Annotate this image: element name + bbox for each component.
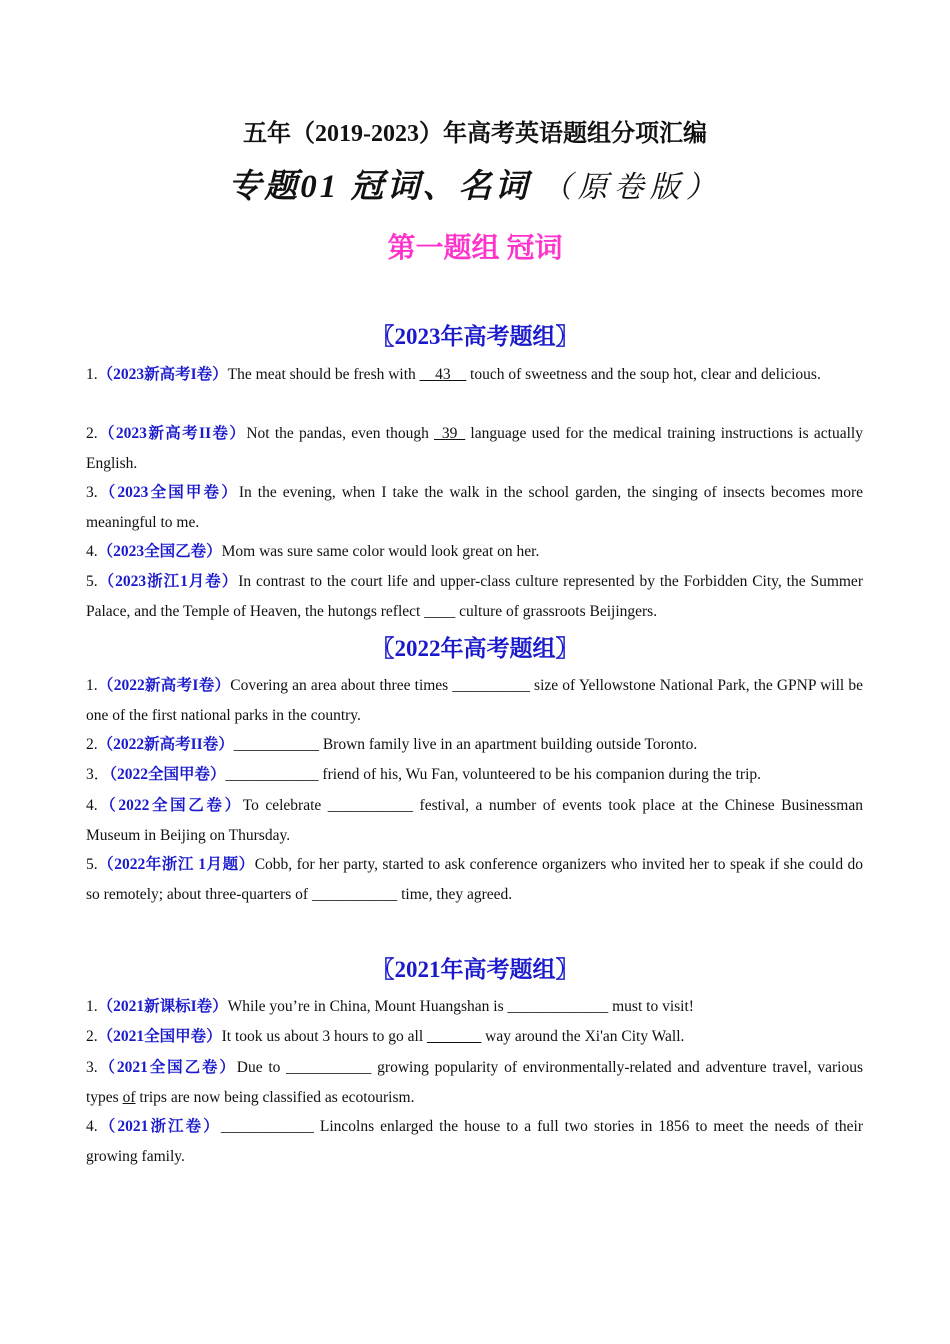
question-2023-3: 3.（2023全国甲卷）In the evening, when I take the walk in the school garden, the singing of insects becomes more meaningful to me. [86,484,863,531]
question-2023-1: 1.（2023新高考I卷）The meat should be fresh with __43__ touch of sweetness and the soup hot, clear and delicious. [86,366,821,383]
answer-blank: _______ [427,1028,482,1045]
question-2022-5: 5.（2022年浙江 1月题）Cobb, for her party, started to ask conference organizers who invited her to speak if she could do so remotely; about three-quarters of ___________ time, they agreed. [86,856,863,903]
question-source: （2022新高考II卷） [97,736,234,753]
question-source: （2021新课标I卷） [97,998,228,1015]
section-heading-2023: 〖2023年高考题组〗 [371,324,579,349]
topic-title [0,160,950,207]
question-2021-2: 2.（2021全国甲卷）It took us about 3 hours to go all _______ way around the Xi'an City Wall. [86,1028,685,1045]
question-source: （2021浙江卷） [97,1118,221,1135]
question-source: （2023新高考II卷） [97,425,247,442]
question-2022-1: 1.（2022新高考I卷）Covering an area about three times __________ size of Yellowstone National Park, the GPNP will be one of the first national parks in the country. [86,677,863,724]
question-2022-2: 2.（2022新高考II卷）___________ Brown family live in an apartment building outside Toronto. [86,736,698,753]
question-source: （2023全国乙卷） [97,543,222,560]
question-2023-2: 2.（2023新高考II卷）Not the pandas, even though _39_ language used for the medical training instructions is actually English. [86,425,863,472]
question-source: （2021全国乙卷） [97,1059,237,1076]
question-2022-3: 3．（2022全国甲卷）____________ friend of his, Wu Fan, volunteered to be his companion during the trip. [86,766,762,783]
question-2023-4: 4.（2023全国乙卷）Mom was sure same color would look great on her. [86,543,540,560]
question-source: （2022全国甲卷） [109,766,226,783]
section-heading-2021: 〖2021年高考题组〗 [371,957,579,982]
topic-title-main: 专题01 冠词、名词 [228,169,531,205]
question-source: （2021全国甲卷） [97,1028,222,1045]
topic-title-edition: （原卷版） [541,171,722,204]
question-2021-3: 3.（2021全国乙卷）Due to ___________ growing popularity of environmentally-related and adventure travel, various types of trips are now being classified as ecotourism. [86,1059,863,1106]
question-2021-4: 4.（2021浙江卷）____________ Lincolns enlarged the house to a full two stories in 1856 to meet the needs of their growing family. [86,1118,863,1165]
question-source: （2022新高考I卷） [97,677,231,694]
question-source: （2023新高考I卷） [97,366,228,383]
question-source: （2022年浙江 1月题） [97,856,255,873]
question-source: （2022全国乙卷） [97,797,243,814]
question-source: （2023全国甲卷） [97,484,239,501]
question-2021-1: 1.（2021新课标I卷）While you’re in China, Mount Huangshan is _____________ must to visit! [86,998,694,1015]
question-source: （2023浙江1月卷） [97,573,239,590]
question-2023-5: 5.（2023浙江1月卷）In contrast to the court life and upper-class culture represented by the Forbidden City, the Summer Palace, and the Temple of Heaven, the hutongs reflect ____ culture of grassroots Beijingers. [86,573,863,620]
underlined-word: of [122,1088,136,1106]
document-title: 五年（2019-2023）年高考英语题组分项汇编 [243,121,707,147]
answer-blank: _39_ [434,425,466,442]
answer-blank: __43__ [419,366,467,383]
question-2022-4: 4.（2022全国乙卷）To celebrate ___________ festival, a number of events took place at the Chinese Businessman Museum in Beijing on Thursday. [86,797,863,844]
group-title: 第一题组 冠词 [387,233,563,264]
section-heading-2022: 〖2022年高考题组〗 [371,636,579,661]
